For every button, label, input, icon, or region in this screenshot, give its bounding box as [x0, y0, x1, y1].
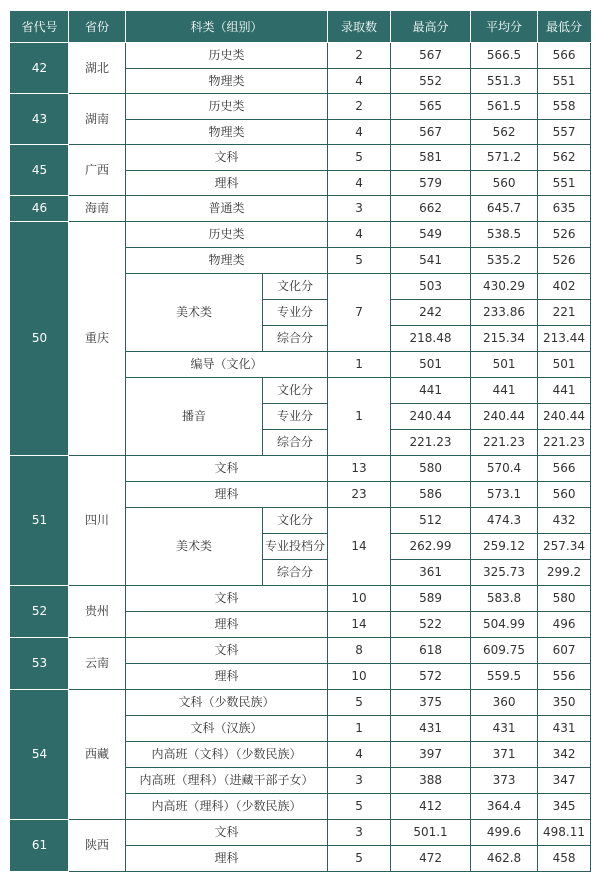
min-score-cell: 501	[538, 351, 591, 377]
max-score-cell: 589	[391, 585, 471, 611]
category-cell: 物理类	[126, 119, 328, 145]
min-score-cell: 526	[538, 221, 591, 247]
min-score-cell: 221.23	[538, 429, 591, 455]
province-name-cell: 西藏	[69, 689, 126, 819]
admitted-count-cell: 5	[328, 247, 391, 273]
province-name-cell: 云南	[69, 637, 126, 689]
table-row	[11, 196, 591, 222]
admitted-count-cell: 13	[328, 455, 391, 481]
province-code-cell: 53	[11, 637, 69, 689]
max-score-cell: 662	[391, 196, 471, 222]
max-score-cell: 221.23	[391, 429, 471, 455]
min-score-cell: 551	[538, 68, 591, 94]
score-type-cell: 文化分	[263, 273, 328, 299]
header-admitted: 录取数	[328, 11, 391, 43]
admitted-count-cell: 23	[328, 481, 391, 507]
category-cell: 理科	[126, 663, 328, 689]
score-type-cell: 文化分	[263, 377, 328, 403]
avg-score-cell: 562	[471, 119, 538, 145]
category-cell: 理科	[126, 611, 328, 637]
province-code-cell: 46	[11, 196, 69, 222]
table-row	[11, 819, 591, 845]
max-score-cell: 240.44	[391, 403, 471, 429]
min-score-cell: 350	[538, 689, 591, 715]
avg-score-cell: 561.5	[471, 94, 538, 120]
max-score-cell: 618	[391, 637, 471, 663]
category-cell: 历史类	[126, 43, 328, 69]
avg-score-cell: 371	[471, 741, 538, 767]
province-code-cell: 42	[11, 43, 69, 94]
max-score-cell: 375	[391, 689, 471, 715]
header-province-code: 省代号	[11, 11, 69, 43]
header-province: 省份	[69, 11, 126, 43]
table-row	[11, 145, 591, 171]
province-code-cell: 45	[11, 145, 69, 196]
max-score-cell: 567	[391, 119, 471, 145]
min-score-cell: 257.34	[538, 533, 591, 559]
min-score-cell: 213.44	[538, 325, 591, 351]
min-score-cell: 498.11	[538, 819, 591, 845]
min-score-cell: 607	[538, 637, 591, 663]
avg-score-cell: 571.2	[471, 145, 538, 171]
admitted-count-cell: 5	[328, 145, 391, 171]
max-score-cell: 218.48	[391, 325, 471, 351]
admitted-count-cell: 8	[328, 637, 391, 663]
header-min-score: 最低分	[538, 11, 591, 43]
category-cell: 理科	[126, 481, 328, 507]
admitted-count-cell: 3	[328, 196, 391, 222]
category-cell: 文科	[126, 145, 328, 171]
min-score-cell: 221	[538, 299, 591, 325]
category-cell: 文科	[126, 585, 328, 611]
category-cell: 美术类	[126, 273, 263, 351]
admitted-count-cell: 4	[328, 68, 391, 94]
admitted-count-cell: 1	[328, 351, 391, 377]
min-score-cell: 580	[538, 585, 591, 611]
max-score-cell: 397	[391, 741, 471, 767]
table-row	[11, 637, 591, 663]
avg-score-cell: 609.75	[471, 637, 538, 663]
min-score-cell: 560	[538, 481, 591, 507]
min-score-cell: 635	[538, 196, 591, 222]
min-score-cell: 345	[538, 793, 591, 819]
category-cell: 物理类	[126, 247, 328, 273]
avg-score-cell: 551.3	[471, 68, 538, 94]
min-score-cell: 431	[538, 715, 591, 741]
admitted-count-cell: 14	[328, 611, 391, 637]
avg-score-cell: 221.23	[471, 429, 538, 455]
min-score-cell: 342	[538, 741, 591, 767]
admitted-count-cell: 5	[328, 793, 391, 819]
admitted-count-cell: 7	[328, 273, 391, 351]
min-score-cell: 432	[538, 507, 591, 533]
avg-score-cell: 240.44	[471, 403, 538, 429]
avg-score-cell: 360	[471, 689, 538, 715]
table-row	[11, 221, 591, 247]
province-name-cell: 海南	[69, 196, 126, 222]
admission-scores-table	[10, 10, 591, 872]
max-score-cell: 412	[391, 793, 471, 819]
min-score-cell: 551	[538, 170, 591, 196]
avg-score-cell: 215.34	[471, 325, 538, 351]
max-score-cell: 586	[391, 481, 471, 507]
province-code-cell: 52	[11, 585, 69, 637]
avg-score-cell: 325.73	[471, 559, 538, 585]
min-score-cell: 562	[538, 145, 591, 171]
avg-score-cell: 430.29	[471, 273, 538, 299]
avg-score-cell: 570.4	[471, 455, 538, 481]
category-cell: 历史类	[126, 94, 328, 120]
max-score-cell: 441	[391, 377, 471, 403]
avg-score-cell: 259.12	[471, 533, 538, 559]
province-name-cell: 湖南	[69, 94, 126, 145]
avg-score-cell: 441	[471, 377, 538, 403]
min-score-cell: 566	[538, 43, 591, 69]
avg-score-cell: 474.3	[471, 507, 538, 533]
category-cell: 文科	[126, 637, 328, 663]
min-score-cell: 240.44	[538, 403, 591, 429]
avg-score-cell: 501	[471, 351, 538, 377]
max-score-cell: 579	[391, 170, 471, 196]
max-score-cell: 549	[391, 221, 471, 247]
province-code-cell: 54	[11, 689, 69, 819]
table-row	[11, 455, 591, 481]
max-score-cell: 501	[391, 351, 471, 377]
table-row	[11, 689, 591, 715]
admitted-count-cell: 3	[328, 819, 391, 845]
max-score-cell: 388	[391, 767, 471, 793]
avg-score-cell: 560	[471, 170, 538, 196]
avg-score-cell: 566.5	[471, 43, 538, 69]
min-score-cell: 557	[538, 119, 591, 145]
province-name-cell: 重庆	[69, 221, 126, 455]
avg-score-cell: 233.86	[471, 299, 538, 325]
admitted-count-cell: 4	[328, 119, 391, 145]
category-cell: 美术类	[126, 507, 263, 585]
admitted-count-cell: 1	[328, 377, 391, 455]
min-score-cell: 441	[538, 377, 591, 403]
category-cell: 内高班（文科）（少数民族）	[126, 741, 328, 767]
category-cell: 物理类	[126, 68, 328, 94]
max-score-cell: 581	[391, 145, 471, 171]
category-cell: 普通类	[126, 196, 328, 222]
max-score-cell: 431	[391, 715, 471, 741]
admitted-count-cell: 10	[328, 663, 391, 689]
avg-score-cell: 538.5	[471, 221, 538, 247]
min-score-cell: 556	[538, 663, 591, 689]
max-score-cell: 572	[391, 663, 471, 689]
admitted-count-cell: 4	[328, 221, 391, 247]
category-cell: 播音	[126, 377, 263, 455]
avg-score-cell: 364.4	[471, 793, 538, 819]
max-score-cell: 522	[391, 611, 471, 637]
min-score-cell: 347	[538, 767, 591, 793]
max-score-cell: 580	[391, 455, 471, 481]
max-score-cell: 361	[391, 559, 471, 585]
category-cell: 理科	[126, 170, 328, 196]
max-score-cell: 512	[391, 507, 471, 533]
province-name-cell: 湖北	[69, 43, 126, 94]
table-row	[11, 94, 591, 120]
score-type-cell: 专业分	[263, 403, 328, 429]
min-score-cell: 299.2	[538, 559, 591, 585]
province-code-cell: 61	[11, 819, 69, 871]
min-score-cell: 526	[538, 247, 591, 273]
avg-score-cell: 504.99	[471, 611, 538, 637]
max-score-cell: 565	[391, 94, 471, 120]
max-score-cell: 472	[391, 845, 471, 871]
category-cell: 文科（少数民族）	[126, 689, 328, 715]
admitted-count-cell: 3	[328, 767, 391, 793]
category-cell: 编导（文化）	[126, 351, 328, 377]
category-cell: 内高班（理科）（少数民族）	[126, 793, 328, 819]
header-max-score: 最高分	[391, 11, 471, 43]
max-score-cell: 242	[391, 299, 471, 325]
admitted-count-cell: 5	[328, 689, 391, 715]
header-category: 科类（组别）	[126, 11, 328, 43]
score-type-cell: 专业投档分	[263, 533, 328, 559]
score-type-cell: 专业分	[263, 299, 328, 325]
max-score-cell: 501.1	[391, 819, 471, 845]
min-score-cell: 566	[538, 455, 591, 481]
avg-score-cell: 373	[471, 767, 538, 793]
max-score-cell: 503	[391, 273, 471, 299]
admitted-count-cell: 1	[328, 715, 391, 741]
province-name-cell: 四川	[69, 455, 126, 585]
avg-score-cell: 462.8	[471, 845, 538, 871]
table-header-row	[11, 11, 591, 43]
avg-score-cell: 535.2	[471, 247, 538, 273]
score-type-cell: 文化分	[263, 507, 328, 533]
max-score-cell: 552	[391, 68, 471, 94]
table-row	[11, 585, 591, 611]
category-cell: 文科	[126, 819, 328, 845]
avg-score-cell: 559.5	[471, 663, 538, 689]
max-score-cell: 567	[391, 43, 471, 69]
province-name-cell: 陕西	[69, 819, 126, 871]
min-score-cell: 558	[538, 94, 591, 120]
province-code-cell: 51	[11, 455, 69, 585]
min-score-cell: 458	[538, 845, 591, 871]
max-score-cell: 541	[391, 247, 471, 273]
score-type-cell: 综合分	[263, 325, 328, 351]
category-cell: 历史类	[126, 221, 328, 247]
admitted-count-cell: 4	[328, 170, 391, 196]
avg-score-cell: 645.7	[471, 196, 538, 222]
province-code-cell: 43	[11, 94, 69, 145]
avg-score-cell: 499.6	[471, 819, 538, 845]
score-type-cell: 综合分	[263, 559, 328, 585]
table-row	[11, 43, 591, 69]
province-code-cell: 50	[11, 221, 69, 455]
category-cell: 内高班（理科）（进藏干部子女）	[126, 767, 328, 793]
score-type-cell: 综合分	[263, 429, 328, 455]
admitted-count-cell: 14	[328, 507, 391, 585]
province-name-cell: 贵州	[69, 585, 126, 637]
admitted-count-cell: 2	[328, 43, 391, 69]
admitted-count-cell: 5	[328, 845, 391, 871]
category-cell: 理科	[126, 845, 328, 871]
category-cell: 文科	[126, 455, 328, 481]
max-score-cell: 262.99	[391, 533, 471, 559]
admitted-count-cell: 10	[328, 585, 391, 611]
min-score-cell: 402	[538, 273, 591, 299]
avg-score-cell: 573.1	[471, 481, 538, 507]
admitted-count-cell: 2	[328, 94, 391, 120]
admitted-count-cell: 4	[328, 741, 391, 767]
province-name-cell: 广西	[69, 145, 126, 196]
category-cell: 文科（汉族）	[126, 715, 328, 741]
avg-score-cell: 431	[471, 715, 538, 741]
min-score-cell: 496	[538, 611, 591, 637]
header-avg-score: 平均分	[471, 11, 538, 43]
avg-score-cell: 583.8	[471, 585, 538, 611]
